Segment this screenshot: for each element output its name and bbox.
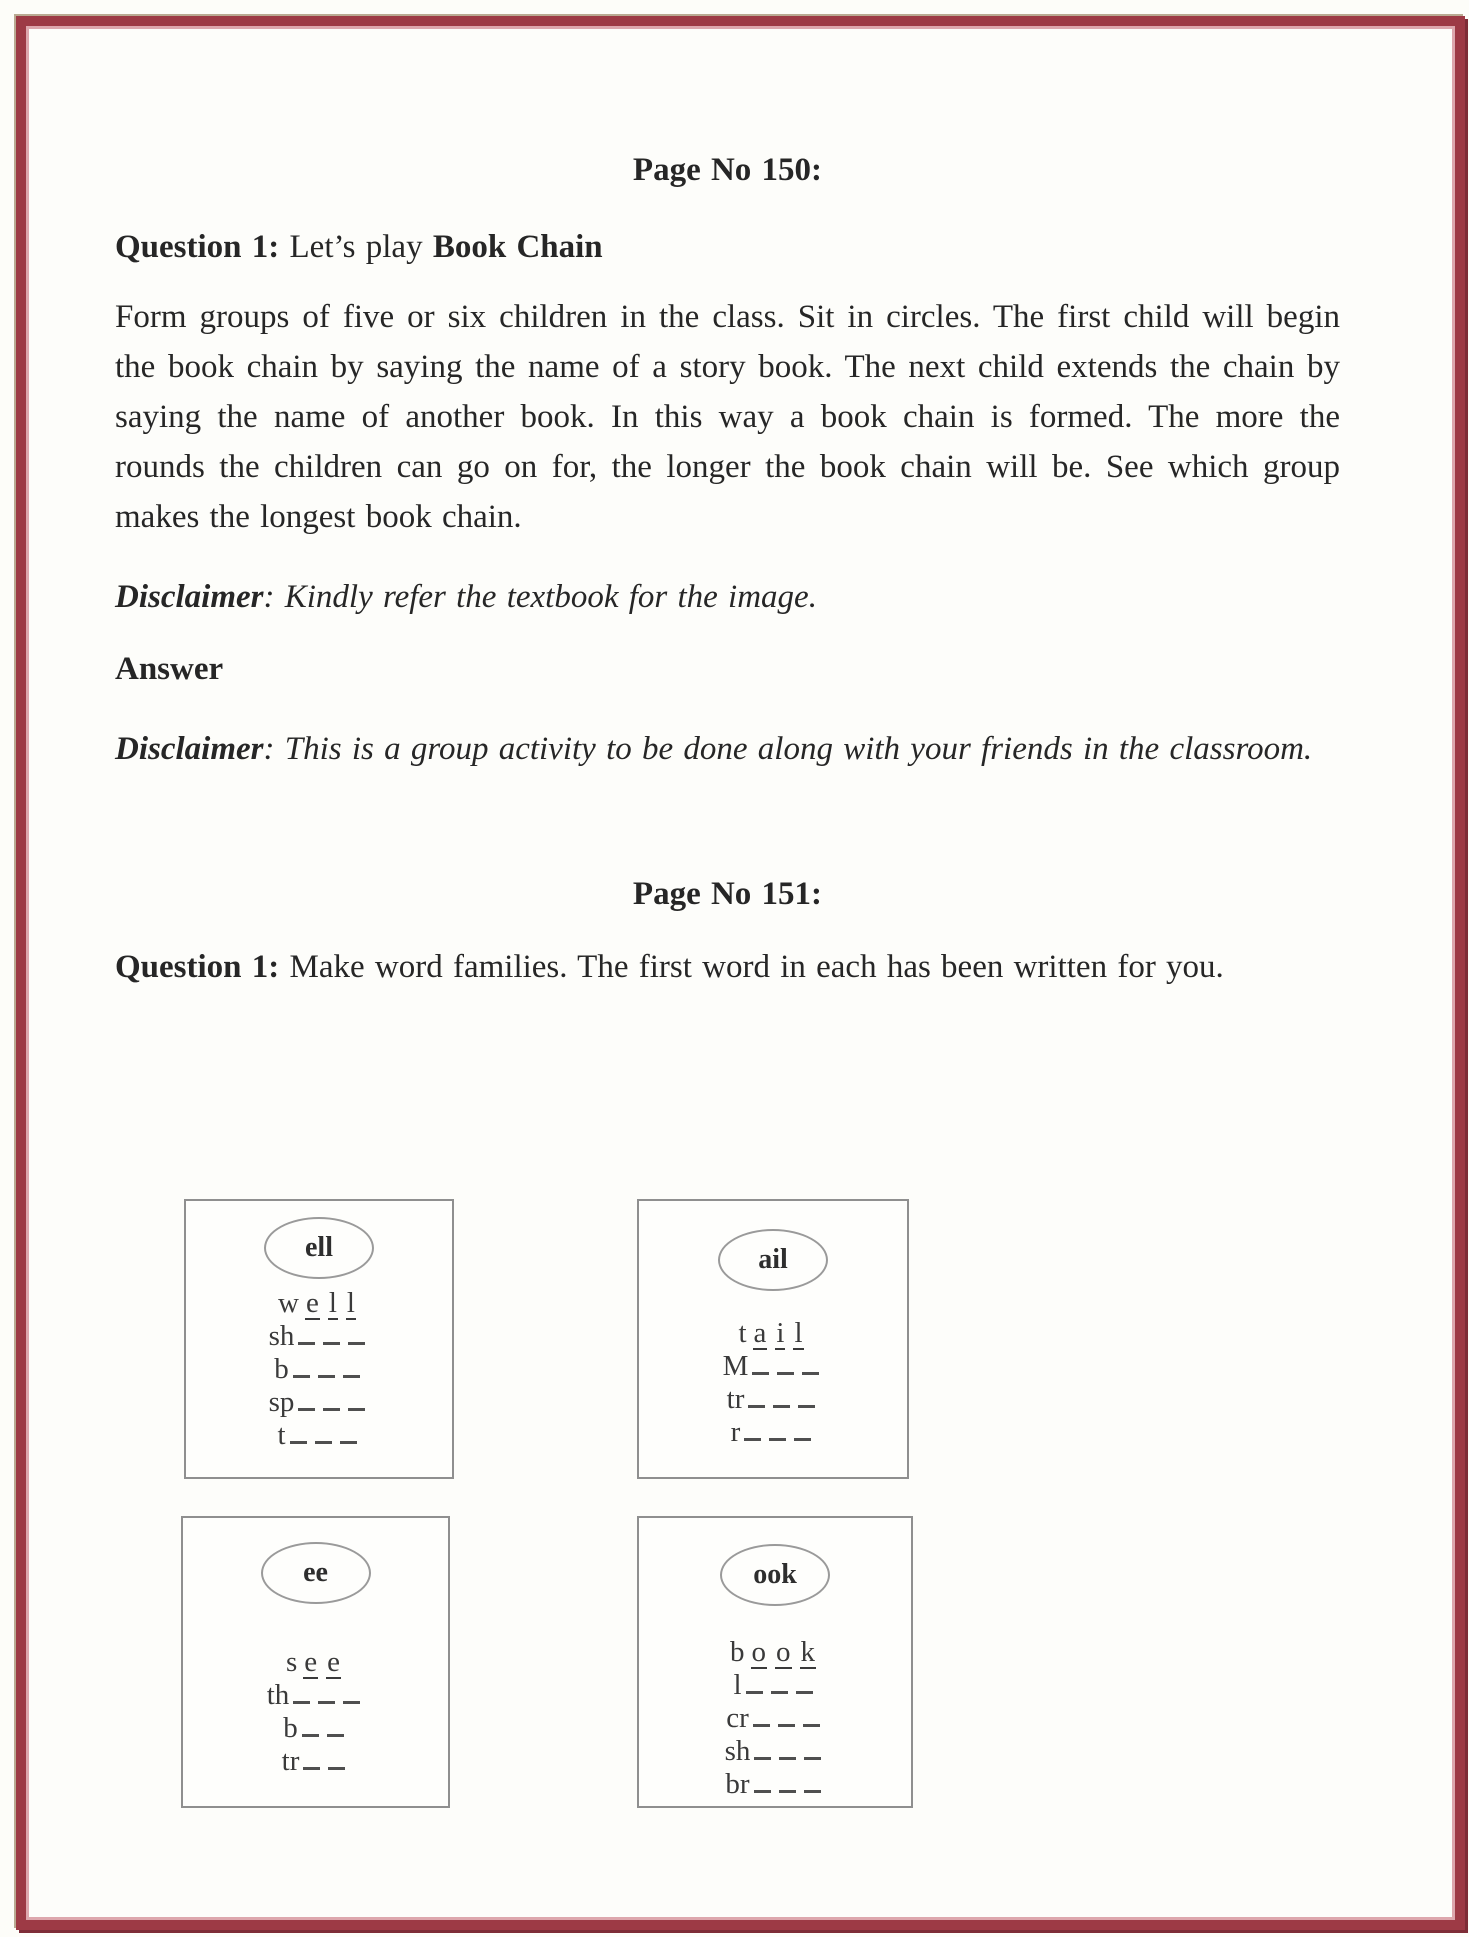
first-word-prefix: s	[285, 1646, 298, 1678]
blank-line	[752, 1350, 769, 1375]
blank-line	[754, 1735, 771, 1760]
blank-line	[348, 1320, 365, 1345]
family-label: ell	[305, 1232, 333, 1263]
blank-line	[348, 1386, 365, 1411]
first-word	[186, 1287, 452, 1320]
page-border-inner	[26, 26, 1455, 1920]
question-label: Question 1:	[115, 949, 280, 985]
family-label: ook	[753, 1559, 797, 1590]
word-blank-row	[186, 1320, 452, 1353]
underlined-letter: l	[328, 1287, 337, 1319]
word-blank-row	[639, 1768, 911, 1801]
blank-line	[794, 1416, 811, 1441]
blank-line	[293, 1679, 310, 1704]
word-blank-row	[639, 1702, 911, 1735]
page-border	[16, 16, 1465, 1930]
family-oval	[261, 1542, 371, 1604]
row-prefix: sh	[268, 1320, 295, 1353]
underlined-letter: e	[327, 1646, 341, 1678]
blank-line	[773, 1383, 790, 1408]
blank-line	[803, 1702, 820, 1727]
word-family-box-ook	[637, 1516, 913, 1808]
question-text: Make word families. The first word in each has been written for you.	[289, 949, 1224, 985]
underlined-letter: i	[776, 1317, 785, 1349]
blank-line	[343, 1353, 360, 1378]
underlined-letter: o	[776, 1636, 791, 1668]
blank-line	[318, 1353, 335, 1378]
blank-line	[804, 1735, 821, 1760]
word-blank-row	[639, 1383, 907, 1416]
word-blank-row	[183, 1745, 448, 1778]
underlined-letter: o	[751, 1636, 766, 1668]
underlined-letter: l	[346, 1287, 355, 1319]
word-blank-row	[186, 1419, 452, 1452]
row-prefix: tr	[281, 1745, 300, 1778]
blank-line	[748, 1383, 765, 1408]
blank-line	[328, 1745, 345, 1770]
blank-line	[802, 1350, 819, 1375]
disclaimer-text: : This is a group activity to be done along with your friends in the classroom.	[263, 731, 1313, 767]
blank-line	[293, 1353, 310, 1378]
underlined-letter: e	[305, 1287, 319, 1319]
blank-line	[796, 1669, 813, 1694]
blank-line	[804, 1768, 821, 1793]
underlined-letter: a	[753, 1317, 767, 1349]
disclaimer-text: : Kindly refer the textbook for the image.	[263, 579, 817, 615]
disclaimer-label: Disclaimer	[115, 731, 264, 767]
row-prefix: b	[274, 1353, 289, 1386]
blank-line	[779, 1735, 796, 1760]
question-1-page151	[115, 942, 1340, 992]
word-blank-row	[639, 1416, 907, 1449]
disclaimer-label: Disclaimer	[115, 579, 264, 615]
row-prefix: b	[283, 1712, 298, 1745]
blank-line	[746, 1669, 763, 1694]
row-prefix: cr	[726, 1702, 749, 1735]
row-prefix: t	[277, 1419, 286, 1452]
question-1-page150	[115, 222, 1340, 272]
first-word	[183, 1646, 448, 1679]
word-blank-row	[183, 1679, 448, 1712]
row-prefix: l	[733, 1669, 742, 1702]
first-word-prefix: t	[738, 1317, 747, 1349]
row-prefix: r	[730, 1416, 741, 1449]
blank-line	[343, 1679, 360, 1704]
blank-line	[298, 1386, 315, 1411]
question-bold-text: Book Chain	[432, 229, 603, 265]
blank-line	[323, 1320, 340, 1345]
blank-line	[290, 1419, 307, 1444]
family-label: ail	[758, 1244, 788, 1275]
word-family-box-ell	[184, 1199, 454, 1479]
underlined-letter: e	[304, 1646, 318, 1678]
disclaimer-2	[115, 724, 1340, 774]
word-blank-row	[639, 1669, 911, 1702]
row-prefix: M	[722, 1350, 749, 1383]
blank-line	[777, 1350, 794, 1375]
blank-line	[340, 1419, 357, 1444]
blank-line	[298, 1320, 315, 1345]
underlined-letter: l	[794, 1317, 803, 1349]
blank-line	[754, 1768, 771, 1793]
underlined-letter: k	[800, 1636, 815, 1668]
row-prefix: th	[266, 1679, 290, 1712]
word-blank-row	[183, 1712, 448, 1745]
first-word-prefix: b	[730, 1636, 745, 1668]
first-word	[639, 1636, 911, 1669]
word-family-box-ail	[637, 1199, 909, 1479]
blank-line	[315, 1419, 332, 1444]
row-prefix: sp	[268, 1386, 295, 1419]
family-label: ee	[303, 1557, 328, 1588]
blank-line	[303, 1745, 320, 1770]
answer-label: Answer	[115, 651, 224, 687]
blank-line	[769, 1416, 786, 1441]
blank-line	[771, 1669, 788, 1694]
blank-line	[753, 1702, 770, 1727]
blank-line	[302, 1712, 319, 1737]
first-word	[639, 1317, 907, 1350]
blank-line	[779, 1768, 796, 1793]
question-label: Question 1:	[115, 229, 280, 265]
row-prefix: br	[725, 1768, 750, 1801]
family-oval	[718, 1229, 828, 1291]
word-blank-row	[639, 1735, 911, 1768]
row-prefix: tr	[726, 1383, 745, 1416]
family-oval	[264, 1217, 374, 1279]
blank-line	[744, 1416, 761, 1441]
word-blank-row	[639, 1350, 907, 1383]
blank-line	[798, 1383, 815, 1408]
family-oval	[720, 1544, 830, 1606]
word-family-box-ee	[181, 1516, 450, 1808]
page-150-heading: Page No 150:	[632, 152, 823, 188]
blank-line	[778, 1702, 795, 1727]
question-text: Let’s play	[289, 229, 423, 265]
word-blank-row	[186, 1353, 452, 1386]
book-chain-instructions: Form groups of five or six children in the class. Sit in circles. The first child will begin the book chain by saying the name of a story book. The next child extends the chain by saying the name of another book. In this way a book chain is formed. The more the rounds the children can go on for, the longer the book chain will be. See which group makes the longest book chain.	[115, 299, 1340, 535]
disclaimer-1	[115, 572, 1340, 622]
word-blank-row	[186, 1386, 452, 1419]
row-prefix: sh	[724, 1735, 751, 1768]
first-word-prefix: w	[278, 1287, 299, 1319]
blank-line	[327, 1712, 344, 1737]
blank-line	[323, 1386, 340, 1411]
page-151-heading: Page No 151:	[632, 876, 823, 912]
blank-line	[318, 1679, 335, 1704]
